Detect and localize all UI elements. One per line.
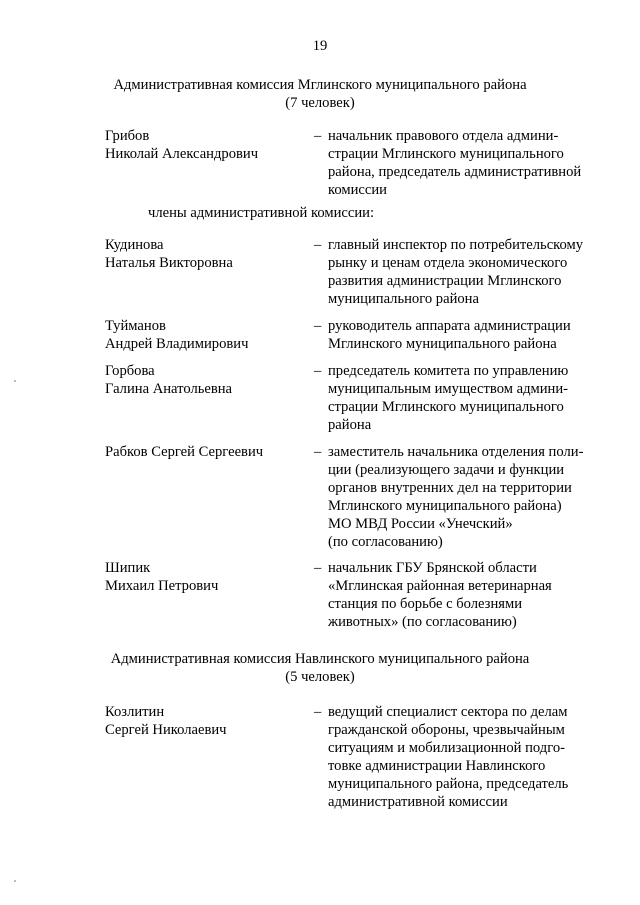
desc-line: ведущий специалист сектора по делам: [328, 704, 568, 720]
person-name: [105, 559, 300, 595]
section2-title: Административная комиссия Навлинского муниципального района: [110, 651, 530, 667]
desc-line: района: [328, 417, 372, 433]
desc-line: ситуациям и мобилизационной подго-: [328, 740, 566, 756]
desc-line: МО МВД России «Унечский»: [328, 516, 513, 532]
position-description: [328, 703, 598, 811]
dash: –: [314, 318, 322, 334]
section2-heading: [0, 650, 640, 686]
desc-line: развития администрации Мглинского: [328, 273, 562, 289]
given-names: Николай Александрович: [105, 146, 259, 162]
surname: Кудинова: [105, 237, 164, 253]
desc-line: комиссии: [328, 182, 387, 198]
desc-line: страции Мглинского муниципального: [328, 399, 564, 415]
section1-heading: [0, 76, 640, 112]
desc-line: рынку и ценам отдела экономического: [328, 255, 568, 271]
surname: Грибов: [105, 128, 150, 144]
position-description: [328, 127, 598, 199]
dash: –: [314, 363, 322, 379]
surname: Козлитин: [105, 704, 165, 720]
desc-line: начальник правового отдела админи-: [328, 128, 559, 144]
desc-line: «Мглинская районная ветеринарная: [328, 578, 552, 594]
person-name: [105, 362, 300, 398]
position-description: [328, 559, 598, 631]
desc-line: председатель комитета по управлению: [328, 363, 569, 379]
full-name: Рабков Сергей Сергеевич: [105, 444, 264, 460]
scan-speck: [14, 880, 16, 882]
section1-count: (7 человек): [285, 95, 355, 111]
desc-line: муниципальным имуществом админи-: [328, 381, 569, 397]
person-name: [105, 127, 300, 163]
dash: –: [314, 128, 322, 144]
surname: Горбова: [105, 363, 155, 379]
desc-line: района, председатель административной: [328, 164, 582, 180]
desc-line: страции Мглинского муниципального: [328, 146, 564, 162]
person-name: [105, 443, 300, 461]
dash: –: [314, 237, 322, 253]
desc-line: заместитель начальника отделения поли-: [328, 444, 584, 460]
scan-speck: [14, 380, 16, 382]
person-name: [105, 236, 300, 272]
desc-line: муниципального района, председатель: [328, 776, 569, 792]
desc-line: ции (реализующего задачи и функции: [328, 462, 565, 478]
desc-line: станция по борьбе с болезнями: [328, 596, 523, 612]
surname: Туйманов: [105, 318, 166, 334]
given-names: Андрей Владимирович: [105, 336, 249, 352]
given-names: Михаил Петрович: [105, 578, 219, 594]
desc-line: животных» (по согласованию): [328, 614, 517, 630]
person-name: [105, 317, 300, 353]
given-names: Наталья Викторовна: [105, 255, 233, 271]
desc-line: товке администрации Навлинского: [328, 758, 546, 774]
dash: –: [314, 444, 322, 460]
members-label: члены административной комиссии:: [148, 205, 375, 221]
desc-line: органов внутренних дел на территории: [328, 480, 572, 496]
given-names: Галина Анатольевна: [105, 381, 233, 397]
person-name: [105, 703, 300, 739]
dash: –: [314, 560, 322, 576]
surname: Шипик: [105, 560, 151, 576]
position-description: [328, 443, 598, 551]
position-description: [328, 362, 598, 434]
page-number: 19: [312, 38, 328, 54]
desc-line: административной комиссии: [328, 794, 508, 810]
section1-title: Административная комиссия Мглинского муниципального района: [113, 77, 527, 93]
desc-line: гражданской обороны, чрезвычайным: [328, 722, 565, 738]
desc-line: муниципального района: [328, 291, 479, 307]
desc-line: начальник ГБУ Брянской области: [328, 560, 537, 576]
section2-count: (5 человек): [285, 669, 355, 685]
dash: –: [314, 704, 322, 720]
desc-line: руководитель аппарата администрации: [328, 318, 571, 334]
desc-line: Мглинского муниципального района: [328, 336, 557, 352]
desc-line: главный инспектор по потребительскому: [328, 237, 584, 253]
desc-line: (по согласованию): [328, 534, 443, 550]
desc-line: Мглинского муниципального района): [328, 498, 562, 514]
position-description: [328, 236, 598, 308]
given-names: Сергей Николаевич: [105, 722, 227, 738]
position-description: [328, 317, 598, 353]
